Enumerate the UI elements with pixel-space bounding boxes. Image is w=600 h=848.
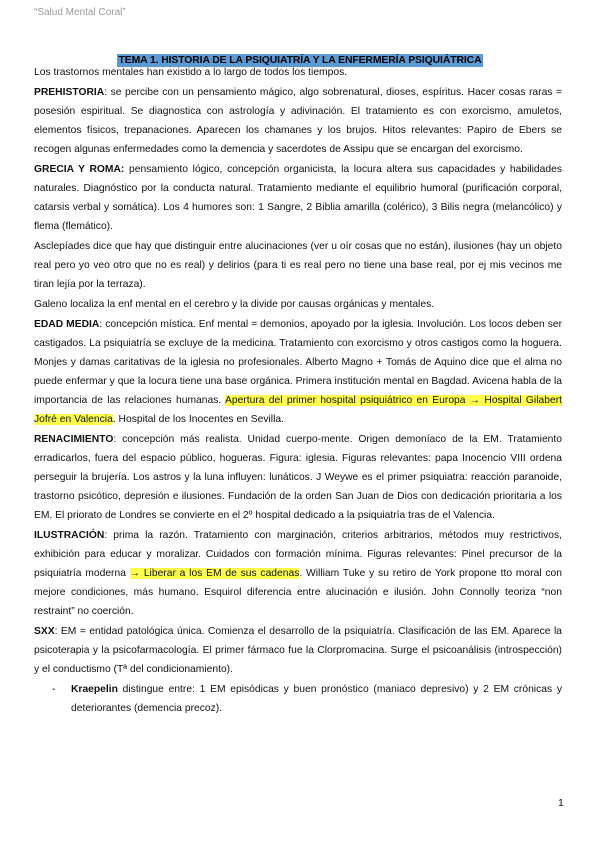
kraepelin-list-item: [34, 680, 562, 718]
section-label-grecia: GRECIA Y ROMA:: [34, 164, 125, 175]
edad-media-text: : concepción mística. Enf mental = demonios, apoyado por la iglesia. Involución. Los locos deben ser castigados. La psiquiatría se excluye de la medicina. Tratamiento con exorcismo y otros castigos como la hoguera. Monjes y damas caritativas de la iglesia no profesionales. Alberto Magno + Tomás de Aquino dice que el alma no puede enfermar y que la locura tiene una base orgánica. Primera institución mental en Bagdad. Avicena habla de la importancia de las relaciones humanas.: [34, 319, 562, 406]
edad-media-paragraph: [34, 315, 562, 429]
section-label-prehistoria: PREHISTORIA: [34, 87, 105, 98]
document-header: “Salud Mental Coral”: [34, 7, 126, 18]
ilustracion-highlight: → Liberar a los EM de sus cadenas: [129, 568, 300, 579]
grecia-text: pensamiento lógico, concepción organicista, la locura altera sus capacidades y habilidades naturales. Diagnóstico por la conducta natural. Tratamiento mediante el equilibrio humoral (purificación corporal, catarsis verbal y somática). Los 4 humores son: 1 Sangre, 2 Biblia amarilla (colérico), 3 Bilis negra (melancólico) y flema (flemático).: [34, 164, 562, 232]
section-label-ilustracion: ILUSTRACIÓN: [34, 530, 105, 541]
page-number: 1: [558, 797, 564, 809]
intro-paragraph: Los trastornos mentales han existido a lo largo de todos los tiempos.: [34, 67, 348, 78]
kraepelin-text: distingue entre: 1 EM episódicas y buen pronóstico (maniaco depresivo) y 2 EM crónicas y deteriorantes (demencia precoz).: [71, 684, 562, 714]
ilustracion-paragraph: [34, 526, 562, 621]
document-body: [34, 63, 562, 719]
ilustracion-text: : prima la razón. Tratamiento con marginación, criterios arbitrarios, métodos muy restrictivos, exhibición para educar y moralizar. Cuidados con formación mínima. Figuras relevantes: Pinel precursor de la psiquiatría moderna: [34, 530, 562, 579]
edad-media-tail: . Hospital de los Inocentes en Sevilla.: [112, 414, 284, 425]
page-title: TEMA 1. HISTORIA DE LA PSIQUIATRÍA Y LA ENFERMERÍA PSIQUIÁTRICA: [118, 55, 482, 66]
prehistoria-text: : se percibe con un pensamiento mágico, algo sobrenatural, dioses, espíritus. Hacer cosas raras = posesión espiritual. Se diagnostica con astrología y adivinación. El tratamiento es con exorcismo, amuletos, elementos físicos, trepanaciones. Aparecen los chamanes y los brujos. Hitos relevantes: Papiro de Ebers se recogen algunas enfermedades como la demencia y sacerdotes de Assipu que se encargan del exorcismo.: [34, 87, 562, 155]
section-label-edad-media: EDAD MEDIA: [34, 319, 100, 330]
prehistoria-paragraph: [34, 83, 562, 159]
grecia-paragraph: [34, 160, 562, 236]
sxx-text: : EM = entidad patológica única. Comienza el desarrollo de la psiquiatría. Clasificación de las EM. Aparece la psicoterapia y la psicofarmacología. El primer fármaco fue la Clorpromacina. Surge el psicoanálisis (introspección) y el conductismo (Tª del condicionamiento).: [34, 626, 562, 675]
sxx-paragraph: [34, 622, 562, 679]
ilustracion-tail: . William Tuke y su retiro de York propone tto moral con mejore condiciones, más humano. Esquirol diferencia entre alucinación e ilusión. John Connolly teoriza “non restraint” no coerción.: [34, 568, 562, 617]
bullet-dash: -: [52, 684, 56, 695]
section-label-sxx: SXX: [34, 626, 55, 637]
galeno-paragraph: Galeno localiza la enf mental en el cerebro y la divide por causas orgánicas y mentales.: [34, 299, 435, 310]
kraepelin-label: Kraepelin: [71, 684, 118, 695]
renacimiento-paragraph: [34, 430, 562, 525]
asclepiades-paragraph: Asclepíades dice que hay que distinguir entre alucinaciones (ver u oír cosas que no están), ilusiones (hay un objeto real pero yo veo otro que no es real) y delirios (para ti es real pero no tiene una base real, por ej mis vecinos me tiran lejía por la terraza).: [34, 241, 562, 290]
section-label-renacimiento: RENACIMIENTO: [34, 434, 114, 445]
renacimiento-text: : concepción más realista. Unidad cuerpo-mente. Origen demoníaco de la EM. Tratamiento erradicarlos, fuera del espacio público, hogueras. Figura: iglesia. Figuras relevantes: papa Inocencio VIII ordena perseguir la brujería. Los astros y la luna influyen: lunáticos. J Weywe es el primer psiquiatra: reacción paranoide, trastorno psicótico, depresión e ilusiones. Fundación de la orden San Juan de Dios con dedicación prioritaria a los EM. El priorato de Londres se convierte en el 2º hospital dedicado a la psiquiatría tras de el Valencia.: [34, 434, 562, 521]
edad-media-highlight: Apertura del primer hospital psiquiátrico en Europa → Hospital Gilabert Jofré en Valencia: [34, 395, 562, 425]
